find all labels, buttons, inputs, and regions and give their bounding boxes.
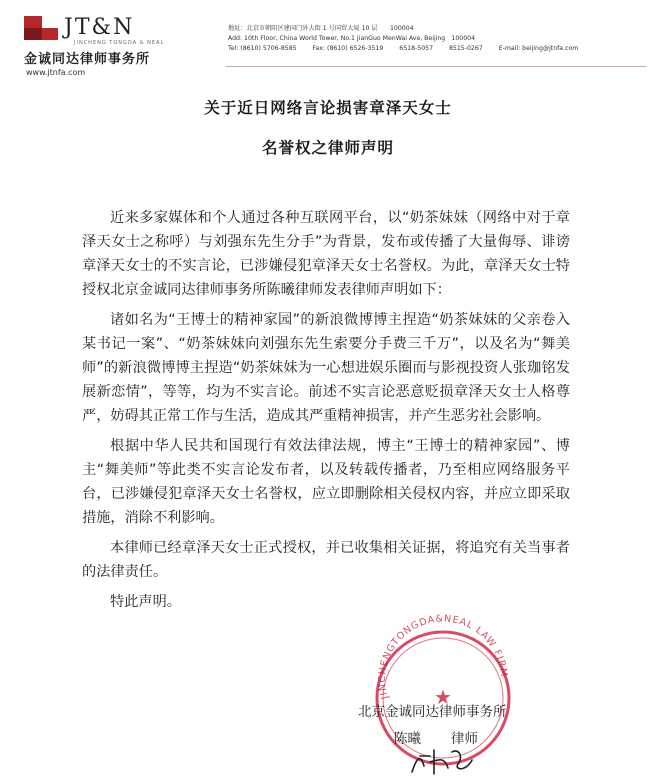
- letterhead: [0, 0, 656, 78]
- paragraph-3: 根据中华人民共和国现行有效法律法规，博主“王博士的精神家园”、博主“舞美师”等此类不实言论发布者，以及转载传播者，乃至相应网络服务平台，已涉嫌侵犯章泽天女士名誉权，应立即删除相关侵权内容，并应立即采取措施，消除不利影响。: [82, 438, 570, 526]
- paragraph-4: 本律师已经章泽天女士正式授权，并已收集相关证据，将追究有关当事者的法律责任。: [82, 540, 570, 580]
- statement-body: [82, 206, 570, 620]
- fax-number: Fax: (8610) 6526-3519: [312, 45, 384, 52]
- email-address: E-mail: beijing@jtnfa.com: [498, 45, 579, 52]
- paragraph-1: 近来多家媒体和个人通过各种互联网平台，以“奶茶妹妹（网络中对于章泽天女士之称呼）与刘强东先生分手”为背景，发布或传播了大量侮辱、诽谤章泽天女士的不实言论，已涉嫌侵犯章泽天女士名誉权。为此，章泽天女士特授权北京金诚同达律师事务所陈曦律师发表律师声明如下：: [82, 210, 570, 298]
- firm-logo: [24, 14, 174, 77]
- paragraph-5: 特此声明。: [110, 594, 181, 610]
- svg-text:★: ★: [434, 685, 452, 709]
- logo-mark-icon: [24, 14, 60, 44]
- lawyer-name: 陈曦: [394, 731, 421, 747]
- contact-block: [228, 24, 648, 54]
- firm-website: www.jtnfa.com: [26, 68, 86, 77]
- svg-text:JINCHENGTONGDA&NEAL LAW FIRM: JINCHENGTONGDA&NEAL LAW FIRM: [376, 613, 510, 701]
- fax-number-2: 6518-5057: [399, 45, 434, 52]
- statement-title-line-1: 关于近日网络言论损害章泽天女士: [204, 99, 452, 117]
- header-rule: [226, 66, 646, 67]
- logo-letters: JT&N: [64, 15, 135, 40]
- contact-numbers: [228, 44, 648, 54]
- fax-number-3: 8515-0267: [448, 45, 483, 52]
- firm-name-cn: 金诚同达律师事务所: [24, 52, 151, 67]
- address-en: Add: 10th Floor, China World Tower, No.1 JianGuo MenWai Ave, Beijing 100004: [228, 35, 476, 42]
- paragraph-2: 诸如名为“王博士的精神家园”的新浪微博博主捏造“奶茶妹妹的父亲卷入某书记一案”、“奶茶妹妹向刘强东先生索要分手费三千万”，以及名为“舞美师”的新浪微博博主捏造“奶茶妹妹为一心想进娱乐圈而与影视投资人张珈铭发展新恋情”，等等，均为不实言论。前述不实言论恶意贬损章泽天女士人格尊严，妨碍其正常工作与生活，造成其严重精神损害，并产生恶劣社会影响。: [82, 312, 570, 424]
- signature-firm: 北京金诚同达律师事务所: [358, 704, 507, 720]
- lawyer-role: 律师: [451, 731, 478, 747]
- handwritten-signature: [408, 742, 478, 777]
- statement-title-line-2: 名誉权之律师声明: [261, 139, 394, 157]
- logo-subtitle: JINCHENG TONGDA & NEAL: [74, 40, 165, 46]
- tel-number: Tel: (8610) 5706-8585: [228, 45, 297, 52]
- address-cn: 地址：北京市朝阳区建国门外大街 1 号国贸大厦 10 层 100004: [228, 25, 414, 32]
